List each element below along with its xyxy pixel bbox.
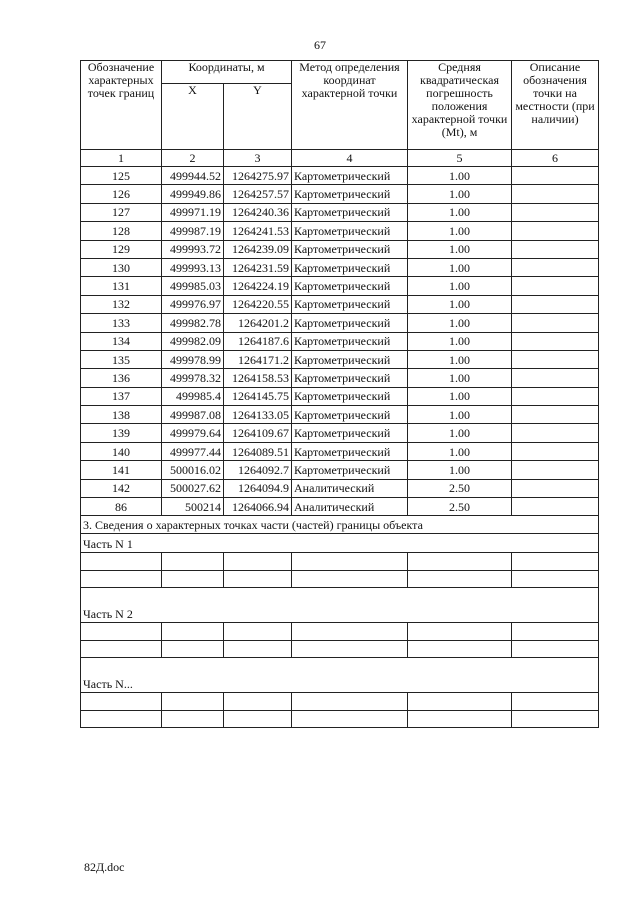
cell-y: 1264158.53	[224, 369, 292, 387]
cell-method: Картометрический	[292, 332, 408, 350]
cell-description	[512, 240, 599, 258]
table-row	[81, 479, 599, 497]
cell-point: 139	[81, 424, 162, 442]
column-number: 1	[81, 150, 162, 167]
cell-error: 1.00	[408, 332, 512, 350]
table-row	[81, 332, 599, 350]
cell-method: Картометрический	[292, 277, 408, 295]
cell-point: 131	[81, 277, 162, 295]
cell-y: 1264066.94	[224, 498, 292, 516]
cell-y: 1264089.51	[224, 442, 292, 460]
empty-row	[81, 693, 599, 711]
cell-method: Картометрический	[292, 185, 408, 203]
cell-point: 140	[81, 442, 162, 460]
cell-point: 142	[81, 479, 162, 497]
section-3-title: 3. Сведения о характерных точках части (частей) границы объекта	[81, 516, 599, 534]
empty-cell	[408, 693, 512, 711]
cell-point: 132	[81, 295, 162, 313]
cell-description	[512, 203, 599, 221]
empty-cell	[512, 553, 599, 571]
cell-description	[512, 222, 599, 240]
cell-x: 499985.03	[162, 277, 224, 295]
cell-description	[512, 479, 599, 497]
empty-cell	[224, 553, 292, 571]
cell-x: 499982.09	[162, 332, 224, 350]
cell-point: 130	[81, 258, 162, 276]
part-row	[81, 534, 599, 553]
empty-cell	[81, 640, 162, 658]
cell-y: 1264145.75	[224, 387, 292, 405]
empty-cell	[162, 553, 224, 571]
cell-x: 499949.86	[162, 185, 224, 203]
cell-x: 500016.02	[162, 461, 224, 479]
empty-cell	[162, 623, 224, 641]
empty-cell	[408, 623, 512, 641]
cell-description	[512, 424, 599, 442]
cell-x: 499971.19	[162, 203, 224, 221]
cell-method: Картометрический	[292, 424, 408, 442]
cell-x: 499993.72	[162, 240, 224, 258]
coordinates-table	[80, 60, 599, 728]
empty-cell	[162, 570, 224, 588]
cell-point: 137	[81, 387, 162, 405]
cell-point: 125	[81, 167, 162, 185]
cell-point: 127	[81, 203, 162, 221]
cell-x: 499987.19	[162, 222, 224, 240]
empty-cell	[408, 570, 512, 588]
section-title-row	[81, 516, 599, 534]
cell-x: 499978.99	[162, 350, 224, 368]
empty-cell	[162, 710, 224, 728]
header-description: Описание обозначения точки на местности (при наличии)	[512, 61, 599, 150]
empty-cell	[292, 693, 408, 711]
cell-error: 1.00	[408, 203, 512, 221]
empty-row	[81, 570, 599, 588]
cell-x: 499982.78	[162, 314, 224, 332]
cell-y: 1264171.2	[224, 350, 292, 368]
empty-cell	[224, 710, 292, 728]
cell-method: Картометрический	[292, 240, 408, 258]
empty-cell	[162, 693, 224, 711]
cell-description	[512, 258, 599, 276]
cell-method: Картометрический	[292, 295, 408, 313]
empty-row	[81, 553, 599, 571]
cell-point: 126	[81, 185, 162, 203]
table-row	[81, 350, 599, 368]
cell-description	[512, 167, 599, 185]
cell-x: 499979.64	[162, 424, 224, 442]
cell-method: Картометрический	[292, 369, 408, 387]
cell-error: 1.00	[408, 240, 512, 258]
cell-error: 2.50	[408, 479, 512, 497]
column-number: 6	[512, 150, 599, 167]
column-number: 4	[292, 150, 408, 167]
empty-cell	[292, 623, 408, 641]
cell-error: 1.00	[408, 406, 512, 424]
table-row	[81, 240, 599, 258]
cell-x: 499987.08	[162, 406, 224, 424]
header-x: X	[162, 83, 224, 149]
empty-cell	[292, 710, 408, 728]
empty-cell	[81, 570, 162, 588]
cell-error: 1.00	[408, 350, 512, 368]
cell-method: Картометрический	[292, 167, 408, 185]
part-row	[81, 588, 599, 623]
cell-error: 1.00	[408, 258, 512, 276]
empty-cell	[408, 710, 512, 728]
empty-cell	[224, 693, 292, 711]
cell-y: 1264239.09	[224, 240, 292, 258]
empty-cell	[512, 693, 599, 711]
cell-y: 1264275.97	[224, 167, 292, 185]
empty-cell	[512, 710, 599, 728]
cell-error: 1.00	[408, 442, 512, 460]
cell-y: 1264231.59	[224, 258, 292, 276]
table-row	[81, 424, 599, 442]
cell-method: Картометрический	[292, 258, 408, 276]
cell-y: 1264187.6	[224, 332, 292, 350]
cell-x: 499977.44	[162, 442, 224, 460]
cell-y: 1264220.55	[224, 295, 292, 313]
header-designation: Обозначение характерных точек границ	[81, 61, 162, 150]
empty-cell	[224, 640, 292, 658]
cell-description	[512, 314, 599, 332]
cell-y: 1264224.19	[224, 277, 292, 295]
header-y: Y	[224, 83, 292, 149]
table-row	[81, 203, 599, 221]
cell-method: Картометрический	[292, 406, 408, 424]
cell-y: 1264201.2	[224, 314, 292, 332]
empty-cell	[81, 710, 162, 728]
cell-method: Картометрический	[292, 461, 408, 479]
cell-method: Картометрический	[292, 350, 408, 368]
part-title: Часть N 2	[81, 588, 599, 623]
cell-error: 1.00	[408, 222, 512, 240]
cell-error: 1.00	[408, 369, 512, 387]
cell-description	[512, 350, 599, 368]
cell-y: 1264240.36	[224, 203, 292, 221]
cell-x: 499978.32	[162, 369, 224, 387]
empty-cell	[512, 640, 599, 658]
part-title: Часть N 1	[81, 534, 599, 553]
cell-method: Аналитический	[292, 479, 408, 497]
part-row	[81, 658, 599, 693]
empty-row	[81, 623, 599, 641]
cell-x: 500214	[162, 498, 224, 516]
table-row	[81, 167, 599, 185]
column-number: 3	[224, 150, 292, 167]
empty-row	[81, 640, 599, 658]
table-row	[81, 277, 599, 295]
column-number: 2	[162, 150, 224, 167]
cell-point: 136	[81, 369, 162, 387]
empty-cell	[512, 570, 599, 588]
table-row	[81, 442, 599, 460]
cell-point: 135	[81, 350, 162, 368]
cell-method: Картометрический	[292, 387, 408, 405]
empty-cell	[162, 640, 224, 658]
empty-cell	[408, 553, 512, 571]
cell-error: 1.00	[408, 314, 512, 332]
table-row	[81, 387, 599, 405]
cell-method: Картометрический	[292, 442, 408, 460]
cell-description	[512, 406, 599, 424]
table-row	[81, 369, 599, 387]
cell-error: 1.00	[408, 387, 512, 405]
cell-y: 1264133.05	[224, 406, 292, 424]
empty-cell	[512, 623, 599, 641]
cell-method: Картометрический	[292, 203, 408, 221]
part-title: Часть N...	[81, 658, 599, 693]
cell-error: 1.00	[408, 277, 512, 295]
cell-description	[512, 277, 599, 295]
cell-error: 1.00	[408, 424, 512, 442]
cell-x: 500027.62	[162, 479, 224, 497]
empty-cell	[81, 553, 162, 571]
header-coordinates: Координаты, м	[162, 61, 292, 84]
cell-y: 1264094.9	[224, 479, 292, 497]
column-number-row	[81, 150, 599, 167]
table-row	[81, 222, 599, 240]
header-method: Метод определения координат характерной точки	[292, 61, 408, 150]
cell-point: 133	[81, 314, 162, 332]
table-row	[81, 295, 599, 313]
empty-cell	[224, 570, 292, 588]
cell-error: 1.00	[408, 167, 512, 185]
cell-method: Аналитический	[292, 498, 408, 516]
cell-method: Картометрический	[292, 222, 408, 240]
footer-filename: 82Д.doc	[84, 860, 125, 874]
table-row	[81, 498, 599, 516]
cell-y: 1264092.7	[224, 461, 292, 479]
cell-y: 1264257.57	[224, 185, 292, 203]
cell-description	[512, 295, 599, 313]
empty-cell	[408, 640, 512, 658]
cell-description	[512, 332, 599, 350]
cell-description	[512, 387, 599, 405]
table-row	[81, 258, 599, 276]
empty-cell	[292, 553, 408, 571]
cell-x: 499993.13	[162, 258, 224, 276]
empty-cell	[81, 623, 162, 641]
cell-point: 86	[81, 498, 162, 516]
cell-error: 1.00	[408, 185, 512, 203]
table-row	[81, 461, 599, 479]
cell-y: 1264109.67	[224, 424, 292, 442]
page-number: 67	[314, 38, 326, 52]
cell-point: 134	[81, 332, 162, 350]
cell-x: 499944.52	[162, 167, 224, 185]
cell-point: 128	[81, 222, 162, 240]
empty-cell	[81, 693, 162, 711]
cell-method: Картометрический	[292, 314, 408, 332]
cell-description	[512, 185, 599, 203]
cell-error: 2.50	[408, 498, 512, 516]
table-row	[81, 185, 599, 203]
cell-point: 129	[81, 240, 162, 258]
table-row	[81, 406, 599, 424]
empty-cell	[292, 640, 408, 658]
cell-error: 1.00	[408, 461, 512, 479]
empty-cell	[224, 623, 292, 641]
empty-cell	[292, 570, 408, 588]
cell-x: 499985.4	[162, 387, 224, 405]
cell-description	[512, 498, 599, 516]
cell-point: 138	[81, 406, 162, 424]
cell-point: 141	[81, 461, 162, 479]
cell-error: 1.00	[408, 295, 512, 313]
column-number: 5	[408, 150, 512, 167]
header-error: Средняя квадратическая погрешность положения характерной точки (Mt), м	[408, 61, 512, 150]
cell-y: 1264241.53	[224, 222, 292, 240]
cell-x: 499976.97	[162, 295, 224, 313]
empty-row	[81, 710, 599, 728]
cell-description	[512, 461, 599, 479]
table-row	[81, 314, 599, 332]
cell-description	[512, 442, 599, 460]
cell-description	[512, 369, 599, 387]
